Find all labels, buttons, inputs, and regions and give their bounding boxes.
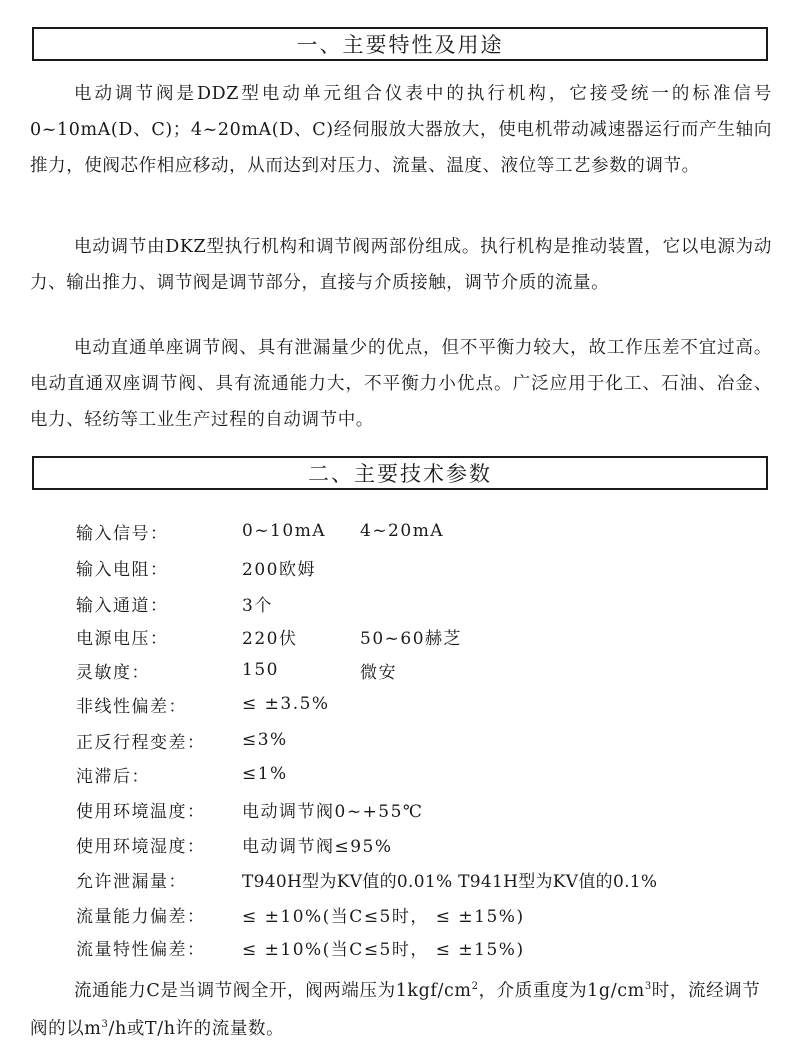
spec-value: 电动调节阀≤95% (242, 836, 393, 857)
spec-label: 灵敏度： (76, 662, 150, 683)
spec-label: 使用环境温度： (76, 801, 206, 822)
spec-row (76, 550, 766, 584)
spec-value: 220伏 (242, 628, 298, 649)
spec-value: ≤ ±10%(当C≤5时， ≤ ±15%) (242, 906, 525, 927)
spec-label: 非线性偏差： (76, 696, 187, 717)
spec-value: ≤1% (242, 764, 288, 784)
section-2-heading (32, 456, 768, 490)
note-superscript: 2 (471, 981, 479, 992)
section-1-title: 一、主要特性及用途 (296, 33, 504, 57)
spec-label: 流量特性偏差： (76, 939, 206, 960)
spec-value: 0~10mA (242, 521, 327, 541)
spec-label: 正反行程变差： (76, 732, 206, 753)
spec-value: ≤3% (242, 730, 288, 750)
note-text: ，介质重度为1g/cm (478, 981, 645, 1001)
spec-value-secondary: 50~60赫芝 (360, 628, 463, 649)
spec-row (76, 514, 766, 548)
note-superscript: 3 (101, 1019, 109, 1030)
spec-value-secondary: 4~20mA (360, 521, 445, 541)
spec-row (76, 687, 766, 721)
spec-label: 输入电阻： (76, 559, 169, 580)
section-1-heading (32, 27, 768, 61)
spec-label: 允许泄漏量： (76, 871, 187, 892)
spec-row (76, 827, 766, 861)
spec-row (76, 897, 766, 931)
spec-label: 使用环境湿度： (76, 836, 206, 857)
spec-label: 电源电压： (76, 628, 169, 649)
spec-row (76, 653, 766, 687)
spec-row (76, 862, 766, 896)
spec-value: 200欧姆 (242, 559, 316, 580)
note-superscript: 3 (644, 981, 652, 992)
spec-value: ≤ ±10%(当C≤5时， ≤ ±15%) (242, 939, 525, 960)
spec-value: ≤ ±3.5% (242, 694, 330, 714)
section-2-title: 二、主要技术参数 (308, 462, 492, 486)
note-text: 时，流经调节阀的以m (30, 981, 761, 1039)
spec-row (76, 930, 766, 964)
spec-row (76, 757, 766, 791)
spec-value: 3个 (242, 595, 273, 616)
paragraph-composition: 电动调节由DKZ型执行机构和调节阀两部份组成。执行机构是推动装置，它以电源为动力、输出推力、调节阀是调节部分，直接与介质接触，调节介质的流量。 (30, 237, 772, 293)
note-text: /h或T/h许的流量数。 (108, 1019, 285, 1039)
spec-row (76, 586, 766, 620)
spec-row (76, 619, 766, 653)
spec-row (76, 723, 766, 757)
paragraph-features: 电动调节阀是DDZ型电动单元组合仪表中的执行机构，它接受统一的标准信号0~10mA(D、C)；4~20mA(D、C)经伺服放大器放大，使电机带动减速器运行而产生轴向推力，使阀芯作相应移动，从而达到对压力、流量、温度、液位等工艺参数的调节。 (30, 84, 772, 176)
spec-label: 输入通道： (76, 595, 169, 616)
note-text: 流通能力C是当调节阀全开，阀两端压为1kgf/cm (74, 981, 472, 1001)
spec-label: 输入信号： (76, 523, 169, 544)
spec-value-secondary: 微安 (360, 662, 397, 683)
spec-label: 流量能力偏差： (76, 906, 206, 927)
spec-row (76, 792, 766, 826)
flow-capacity-note (30, 972, 772, 1048)
spec-label: 沌滞后： (76, 766, 150, 787)
spec-value: 150 (242, 660, 279, 680)
spec-value: T940H型为KV值的0.01% T941H型为KV值的0.1% (242, 871, 658, 892)
spec-value: 电动调节阀0~+55℃ (242, 801, 424, 822)
paragraph-applications: 电动直通单座调节阀、具有泄漏量少的优点，但不平衡力较大，故工作压差不宜过高。电动直通双座调节阀、具有流通能力大，不平衡力小优点。广泛应用于化工、石油、冶金、电力、轻纺等工业生产过程的自动调节中。 (30, 338, 772, 430)
